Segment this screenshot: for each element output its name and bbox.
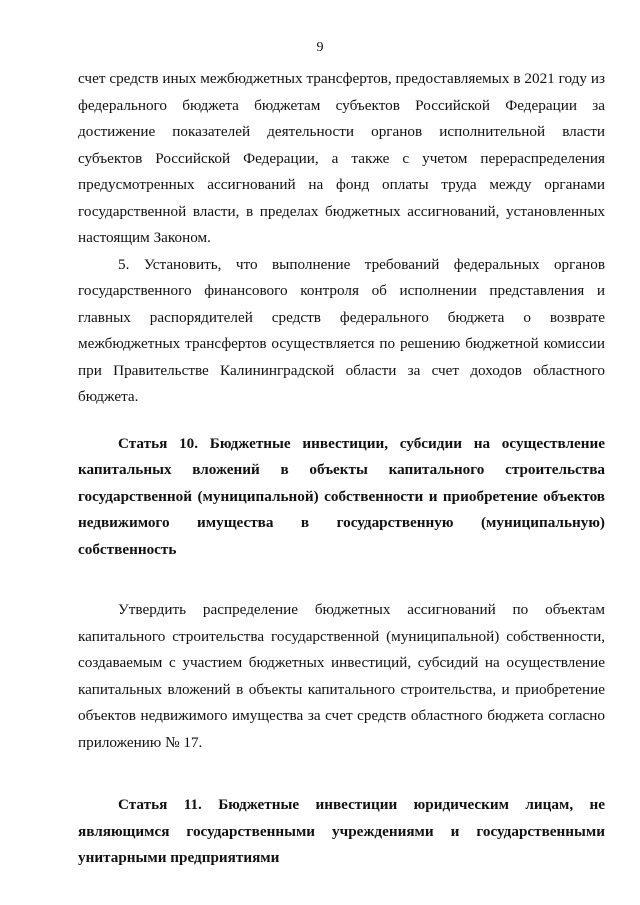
article-10-body: Утвердить распределение бюджетных ассигнований по объектам капитального строительства государственной (муниципальной) собственности, создаваемым с участием бюджетных инвестиций, субсидий на осуществление капитальных вложений в объекты капитального строительства, и приобретение объектов недвижимого имущества за счет средств областного бюджета согласно приложению № 17. xyxy=(78,601,605,751)
document-body xyxy=(78,66,605,872)
article-11-heading: Статья 11. Бюджетные инвестиции юридическим лицам, не являющимся государственными учреждениями и государственными унитарными предприятиями xyxy=(78,796,605,866)
paragraph-item-5: 5. Установить, что выполнение требований федеральных органов государственного финансового контроля об исполнении представления и главных распорядителей средств федерального бюджета о возврате межбюджетных трансфертов осуществляется по решению бюджетной комиссии при Правительстве Калининградской области за счет доходов областного бюджета. xyxy=(78,255,605,405)
article-10-heading: Статья 10. Бюджетные инвестиции, субсидии на осуществление капитальных вложений в объекты капитального строительства государственной (муниципальной) собственности и приобретение объектов недвижимого имущества в государственную (муниципальную) собственность xyxy=(78,434,605,558)
page-number: 9 xyxy=(316,40,324,55)
paragraph-continuation: счет средств иных межбюджетных трансфертов, предоставляемых в 2021 году из федерального бюджета бюджетам субъектов Российской Федерации за достижение показателей деятельности органов исполнительной власти субъектов Российской Федерации, а также с учетом перераспределения предусмотренных ассигнований на фонд оплаты труда между органами государственной власти, в пределах бюджетных ассигнований, установленных настоящим Законом. xyxy=(78,70,605,246)
